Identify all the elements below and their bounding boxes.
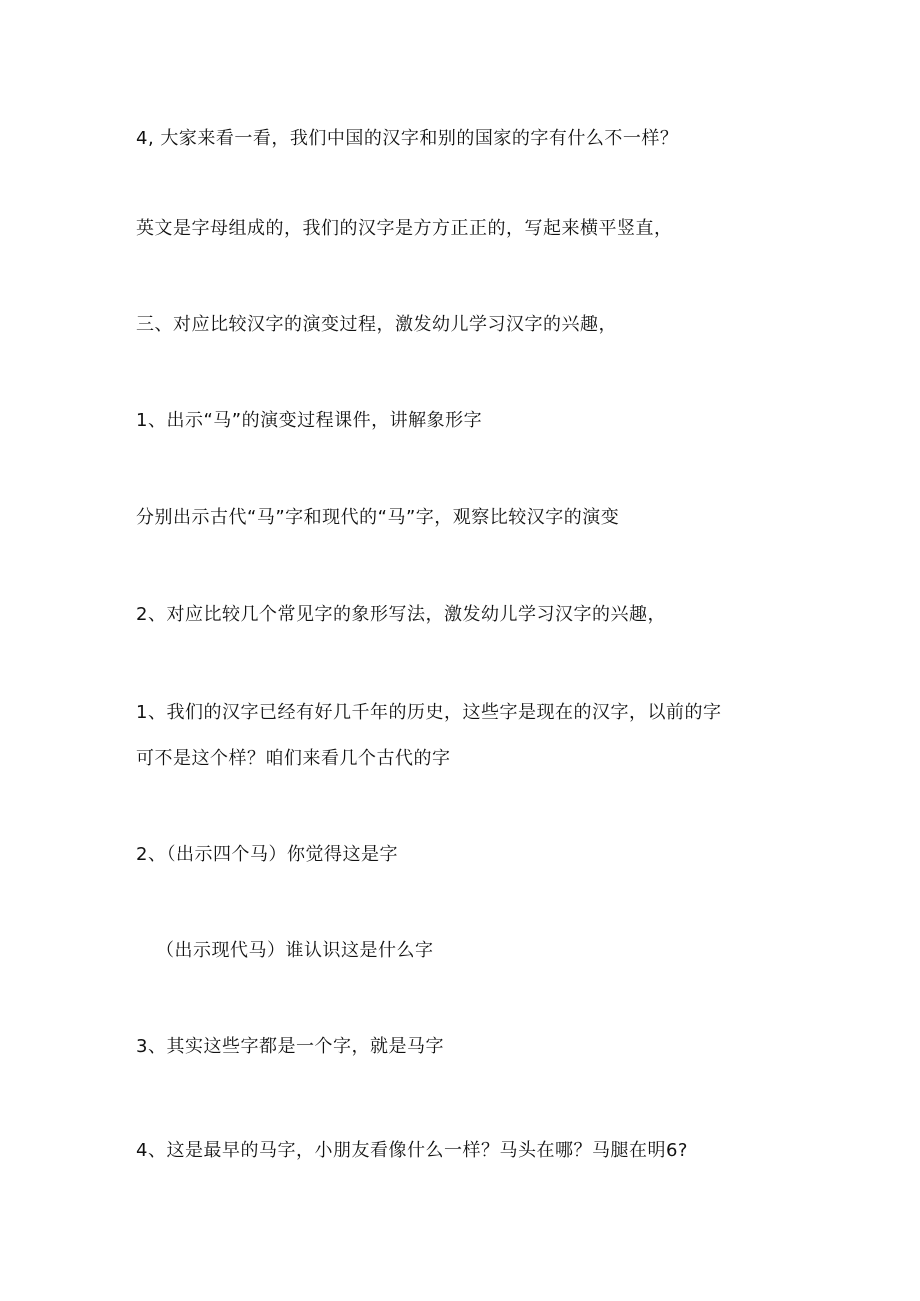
section-heading: 三、对应比较汉字的演变过程，激发幼儿学习汉字的兴趣， [136,314,617,335]
paragraph-line: 分别出示古代“马”字和现代的“马”字，观察比较汉字的演变 [136,507,620,528]
paragraph-line: （出示现代马）谁认识这是什么字 [156,940,434,961]
paragraph-line: 可不是这个样？咱们来看几个古代的字 [136,748,451,769]
paragraph-line: 1、我们的汉字已经有好几千年的历史，这些字是现在的汉字，以前的字 [136,702,722,723]
paragraph-line: 1、出示“马”的演变过程课件，讲解象形字 [136,410,483,431]
paragraph-line: 4、这是最早的马字，小朋友看像什么一样？马头在哪？马腿在明6? [136,1140,688,1161]
paragraph-line: 4, 大家来看一看，我们中国的汉字和别的国家的字有什么不一样？ [136,128,679,149]
paragraph-line: 英文是字母组成的，我们的汉字是方方正正的，写起来横平竖直， [136,218,673,239]
paragraph-line: 2、（出示四个马）你觉得这是字 [136,844,398,865]
paragraph-line: 3、其实这些字都是一个字，就是马字 [136,1036,444,1057]
paragraph-line: 2、对应比较几个常见字的象形写法，激发幼儿学习汉字的兴趣， [136,604,666,625]
